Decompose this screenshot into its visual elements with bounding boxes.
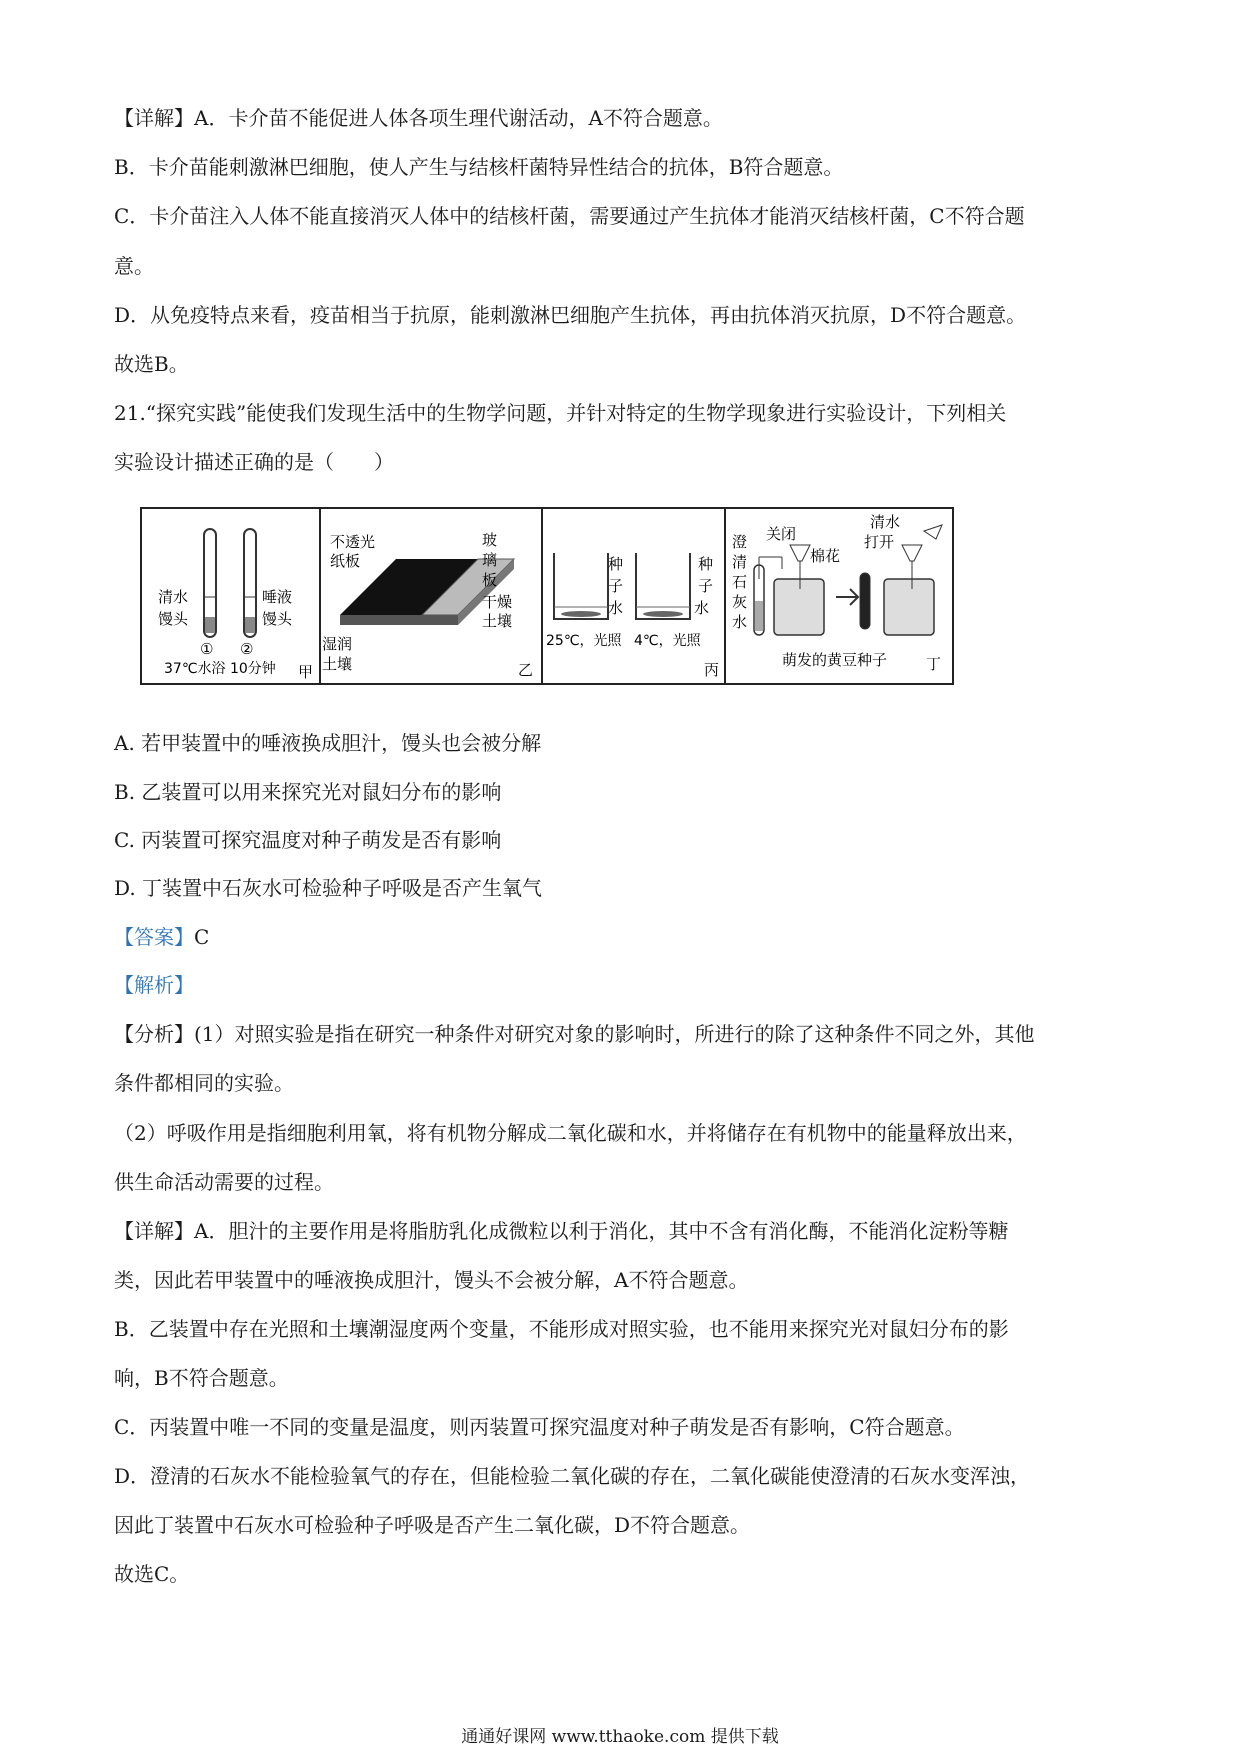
- answer-line: [114, 923, 209, 951]
- panel-bing: [546, 553, 719, 679]
- tube-number: ②: [240, 640, 254, 658]
- panel-jia: [158, 529, 313, 681]
- label-limewater: 水: [732, 613, 748, 631]
- label-seed: 子: [608, 577, 624, 595]
- question-stem: 21.“探究实践”能使我们发现生活中的生物学问题，并针对特定的生物学现象进行实验设计，下列相关: [114, 401, 1007, 425]
- label-opaque: 不透光: [330, 533, 376, 551]
- label-wet-soil: 土壤: [322, 655, 353, 673]
- text-line: C．卡介苗注入人体不能直接消灭人体中的结核杆菌，需要通过产生抗体才能消灭结核杆菌，C不符合题: [114, 204, 1025, 228]
- panel-yi: [322, 531, 533, 679]
- tube-number: ①: [200, 640, 214, 658]
- text-line: 【详解】A．卡介苗不能促进人体各项生理代谢活动，A不符合题意。: [114, 106, 723, 130]
- analysis-line: 供生命活动需要的过程。: [114, 1170, 334, 1194]
- label-board: 纸板: [330, 552, 361, 570]
- analysis-tag: 【解析】: [114, 973, 194, 997]
- option-b: B. 乙装置可以用来探究光对鼠妇分布的影响: [114, 780, 502, 804]
- label-limewater: 澄: [732, 533, 748, 551]
- label-cotton: 棉花: [810, 547, 841, 565]
- panel-name: 丁: [926, 655, 942, 673]
- analysis-prefix: 【详解】: [114, 1219, 194, 1243]
- analysis-line: 响，B不符合题意。: [114, 1366, 289, 1390]
- condition-25c: 25℃，光照: [546, 633, 622, 649]
- label-germinating-seeds: 萌发的黄豆种子: [782, 651, 888, 669]
- answer-value: C: [194, 925, 210, 949]
- label-limewater: 灰: [732, 593, 748, 611]
- analysis-line: 类，因此若甲装置中的唾液换成胆汁，馒头不会被分解，A不符合题意。: [114, 1268, 749, 1292]
- label-seed: 子: [698, 577, 714, 595]
- analysis-line: 条件都相同的实验。: [114, 1071, 294, 1095]
- label-dry-soil: 干燥: [482, 593, 513, 611]
- text-line: B．卡介苗能刺激淋巴细胞，使人产生与结核杆菌特异性结合的抗体，B符合题意。: [114, 155, 844, 179]
- analysis-line: （2）呼吸作用是指细胞利用氧，将有机物分解成二氧化碳和水，并将储存在有机物中的能量释放出来，: [114, 1121, 1027, 1145]
- analysis-prefix: 【分析】: [114, 1022, 194, 1046]
- page-footer: 通通好课网 www.tthaoke.com 提供下载: [461, 1727, 779, 1747]
- text-line: D．从免疫特点来看，疫苗相当于抗原，能刺激淋巴细胞产生抗体，再由抗体消灭抗原，D不符合题意。: [114, 303, 1027, 327]
- label-bun: 馒头: [158, 610, 189, 628]
- label-seed: 种: [608, 555, 624, 573]
- label-limewater: 清: [732, 553, 748, 571]
- option-c: C. 丙装置可探究温度对种子萌发是否有影响: [114, 828, 502, 852]
- text-line: 故选B。: [114, 352, 189, 376]
- detail-tag: 【详解】: [114, 106, 194, 130]
- answer-tag: 【答案】: [114, 925, 194, 949]
- analysis-line: D．澄清的石灰水不能检验氧气的存在，但能检验二氧化碳的存在，二氧化碳能使澄清的石灰水变浑浊，: [114, 1464, 1031, 1488]
- experiment-figure: [140, 507, 954, 685]
- panel-name: 丙: [704, 661, 720, 679]
- analysis-line: 【详解】A．胆汁的主要作用是将脂肪乳化成微粒以利于消化，其中不含有消化酶，不能消化淀粉等糖: [114, 1219, 1009, 1243]
- label-bun: 馒头: [262, 610, 293, 628]
- panel-ding: [732, 513, 942, 673]
- label-wet-soil: 湿润: [322, 635, 353, 653]
- experiment-figure-svg: [142, 509, 952, 683]
- option-d: D. 丁装置中石灰水可检验种子呼吸是否产生氧气: [114, 876, 543, 900]
- panel-name: 乙: [518, 661, 534, 679]
- option-a: A. 若甲装置中的唾液换成胆汁，馒头也会被分解: [114, 731, 542, 755]
- label-saliva: 唾液: [262, 588, 293, 606]
- label-closed: 关闭: [766, 525, 797, 543]
- label-water: 水: [608, 599, 624, 617]
- analysis-line: 因此丁装置中石灰水可检验种子呼吸是否产生二氧化碳，D不符合题意。: [114, 1513, 751, 1537]
- text-line: 意。: [114, 254, 154, 278]
- label-glass: 板: [482, 571, 498, 589]
- question-stem: 实验设计描述正确的是（ ）: [114, 450, 394, 474]
- label-clear-water: 清水: [870, 513, 901, 531]
- label-glass: 璃: [482, 551, 498, 569]
- label-open: 打开: [864, 533, 895, 551]
- panel-name: 甲: [298, 663, 314, 681]
- analysis-line: 【分析】(1）对照实验是指在研究一种条件对研究对象的影响时，所进行的除了这种条件不同之外，其他: [114, 1022, 1035, 1046]
- label-water: 水: [694, 599, 710, 617]
- analysis-line: B．乙装置中存在光照和土壤潮湿度两个变量，不能形成对照实验，也不能用来探究光对鼠妇分布的影: [114, 1317, 1009, 1341]
- condition-4c: 4℃，光照: [634, 633, 701, 649]
- analysis-line: C．丙装置中唯一不同的变量是温度，则丙装置可探究温度对种子萌发是否有影响，C符合题意。: [114, 1415, 965, 1439]
- label-seed: 种: [698, 555, 714, 573]
- jia-caption: 37℃水浴 10分钟: [164, 661, 276, 677]
- label-dry-soil: 土壤: [482, 612, 513, 630]
- analysis-line: 故选C。: [114, 1562, 190, 1586]
- label-limewater: 石: [732, 573, 748, 591]
- label-glass: 玻: [482, 531, 498, 549]
- label-clear-water: 清水: [158, 588, 189, 606]
